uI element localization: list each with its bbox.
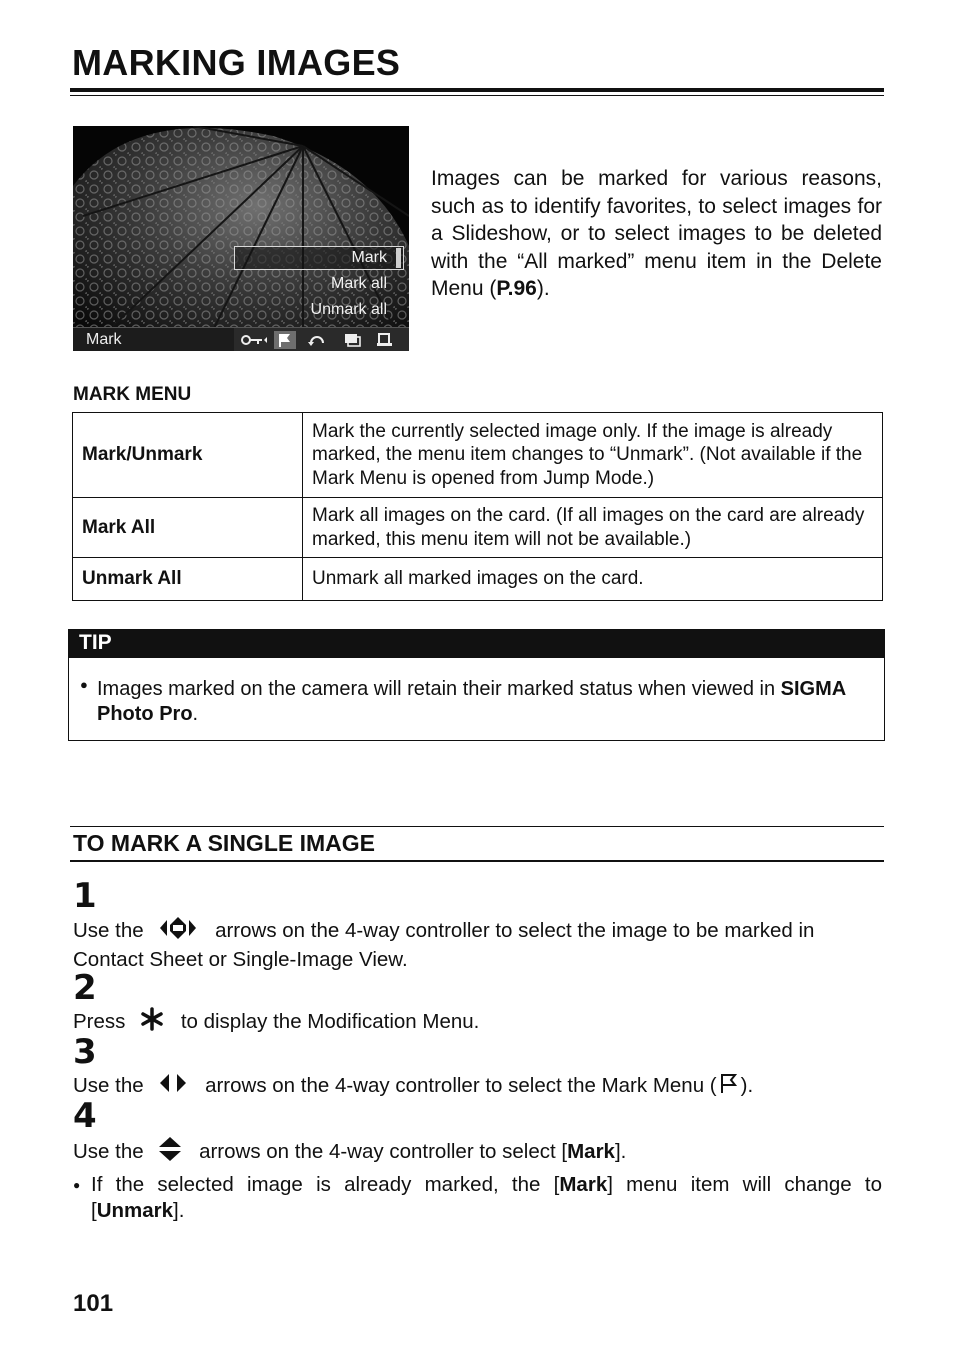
intro-text: Images can be marked for various reasons, such as to identify favorites, to select images for a Slideshow, or to select images to be deleted with the “All marked” menu item in the Delete Menu (	[431, 167, 882, 300]
mode-label: Mark	[86, 331, 122, 348]
slideshow-icon	[342, 331, 364, 349]
tip-header	[69, 630, 884, 658]
up-down-arrows-icon	[157, 1136, 183, 1169]
tip-title: TIP	[79, 631, 112, 654]
mark-flag-icon	[717, 1071, 741, 1102]
menu-item-mark: Mark	[351, 249, 387, 266]
key-icon	[240, 331, 268, 349]
step-2-numeral: 2	[73, 972, 97, 1002]
step-4-rest: arrows on the 4-way controller to select [	[199, 1139, 568, 1163]
four-way-arrows-icon	[157, 916, 199, 947]
note-text-1: If the selected image is already marked, the [	[91, 1173, 560, 1196]
page-reference: P.96	[496, 277, 537, 300]
title-rule	[70, 88, 884, 92]
rotate-icon	[306, 331, 328, 349]
note-bold-unmark: Unmark	[96, 1199, 174, 1222]
step-4-end: ].	[614, 1139, 627, 1163]
step-2-text	[73, 1006, 882, 1039]
step-1-rest: arrows on the 4-way controller to select the image to be marked in Contact Sheet or Single-Image View.	[73, 918, 815, 971]
flag-icon	[274, 331, 296, 349]
menu-item-description: Unmark all marked images on the card.	[303, 558, 883, 601]
step-4-numeral: 4	[73, 1100, 97, 1130]
tip-text-end: .	[192, 703, 199, 725]
step-number-1	[73, 880, 99, 915]
bullet-icon: ●	[80, 677, 88, 692]
step-3-numeral: 3	[73, 1036, 97, 1066]
step-3-text	[73, 1071, 882, 1102]
step-1-text	[73, 916, 882, 973]
step-number-2	[73, 972, 105, 1007]
note-text-2: ] menu item will change to [	[91, 1173, 882, 1222]
step-number-4	[73, 1100, 107, 1135]
step-4-note	[91, 1172, 882, 1224]
section-rule	[70, 826, 884, 827]
menu-item-name: Mark/Unmark	[73, 413, 303, 498]
left-right-arrows-icon	[157, 1071, 189, 1102]
intro-paragraph	[431, 165, 882, 303]
tip-software-name: SIGMA Photo Pro	[97, 678, 846, 725]
step-3-lead: Use the	[73, 1073, 144, 1097]
mark-menu-heading: MARK MENU	[73, 384, 192, 405]
step-1-lead: Use the	[73, 918, 144, 942]
step-3-rest: arrows on the 4-way controller to select the Mark Menu (	[205, 1073, 717, 1097]
intro-text-end: ).	[536, 277, 550, 300]
step-4-menu-item: Mark	[567, 1139, 615, 1163]
section-title: TO MARK A SINGLE IMAGE	[73, 830, 375, 856]
tip-box	[68, 629, 885, 741]
menu-item-name: Mark All	[73, 498, 303, 558]
bullet-icon: ●	[73, 1178, 81, 1192]
menu-item-mark-all: Mark all	[330, 275, 387, 292]
menu-icon-strip	[234, 328, 409, 351]
table-row	[73, 558, 883, 601]
step-2-rest: to display the Modification Menu.	[180, 1009, 480, 1033]
menu-item-name: Unmark All	[73, 558, 303, 601]
tip-text-body: Images marked on the camera will retain their marked status when viewed in	[97, 678, 781, 700]
note-text-3: ].	[173, 1199, 185, 1222]
step-4-lead: Use the	[73, 1139, 144, 1163]
section-rule-bottom	[70, 860, 884, 862]
step-4-text	[73, 1136, 882, 1169]
page-title: MARKING IMAGES	[72, 42, 401, 83]
menu-item-description: Mark all images on the card. (If all images on the card are already marked, this menu item will not be available.)	[303, 498, 883, 558]
menu-item-description: Mark the currently selected image only. If the image is already marked, the menu item changes to “Unmark”. (Not available if the Mark Menu is opened from Jump Mode.)	[303, 413, 883, 498]
tip-text	[97, 677, 872, 727]
camera-status-bar	[73, 327, 409, 351]
mark-menu-table	[72, 412, 883, 601]
asterisk-button-icon	[139, 1006, 165, 1039]
menu-scrollbar	[396, 248, 401, 268]
step-1-numeral: 1	[73, 880, 97, 910]
page-number: 101	[73, 1290, 114, 1317]
camera-screenshot	[73, 126, 409, 351]
title-rule-thin	[70, 95, 884, 96]
step-number-3	[73, 1036, 105, 1071]
print-icon	[374, 331, 396, 349]
menu-item-unmark-all: Unmark all	[310, 301, 387, 318]
table-row	[73, 413, 883, 498]
note-bold-mark: Mark	[559, 1173, 608, 1196]
table-row	[73, 498, 883, 558]
step-3-end: ).	[740, 1073, 754, 1097]
step-2-lead: Press	[73, 1009, 126, 1033]
